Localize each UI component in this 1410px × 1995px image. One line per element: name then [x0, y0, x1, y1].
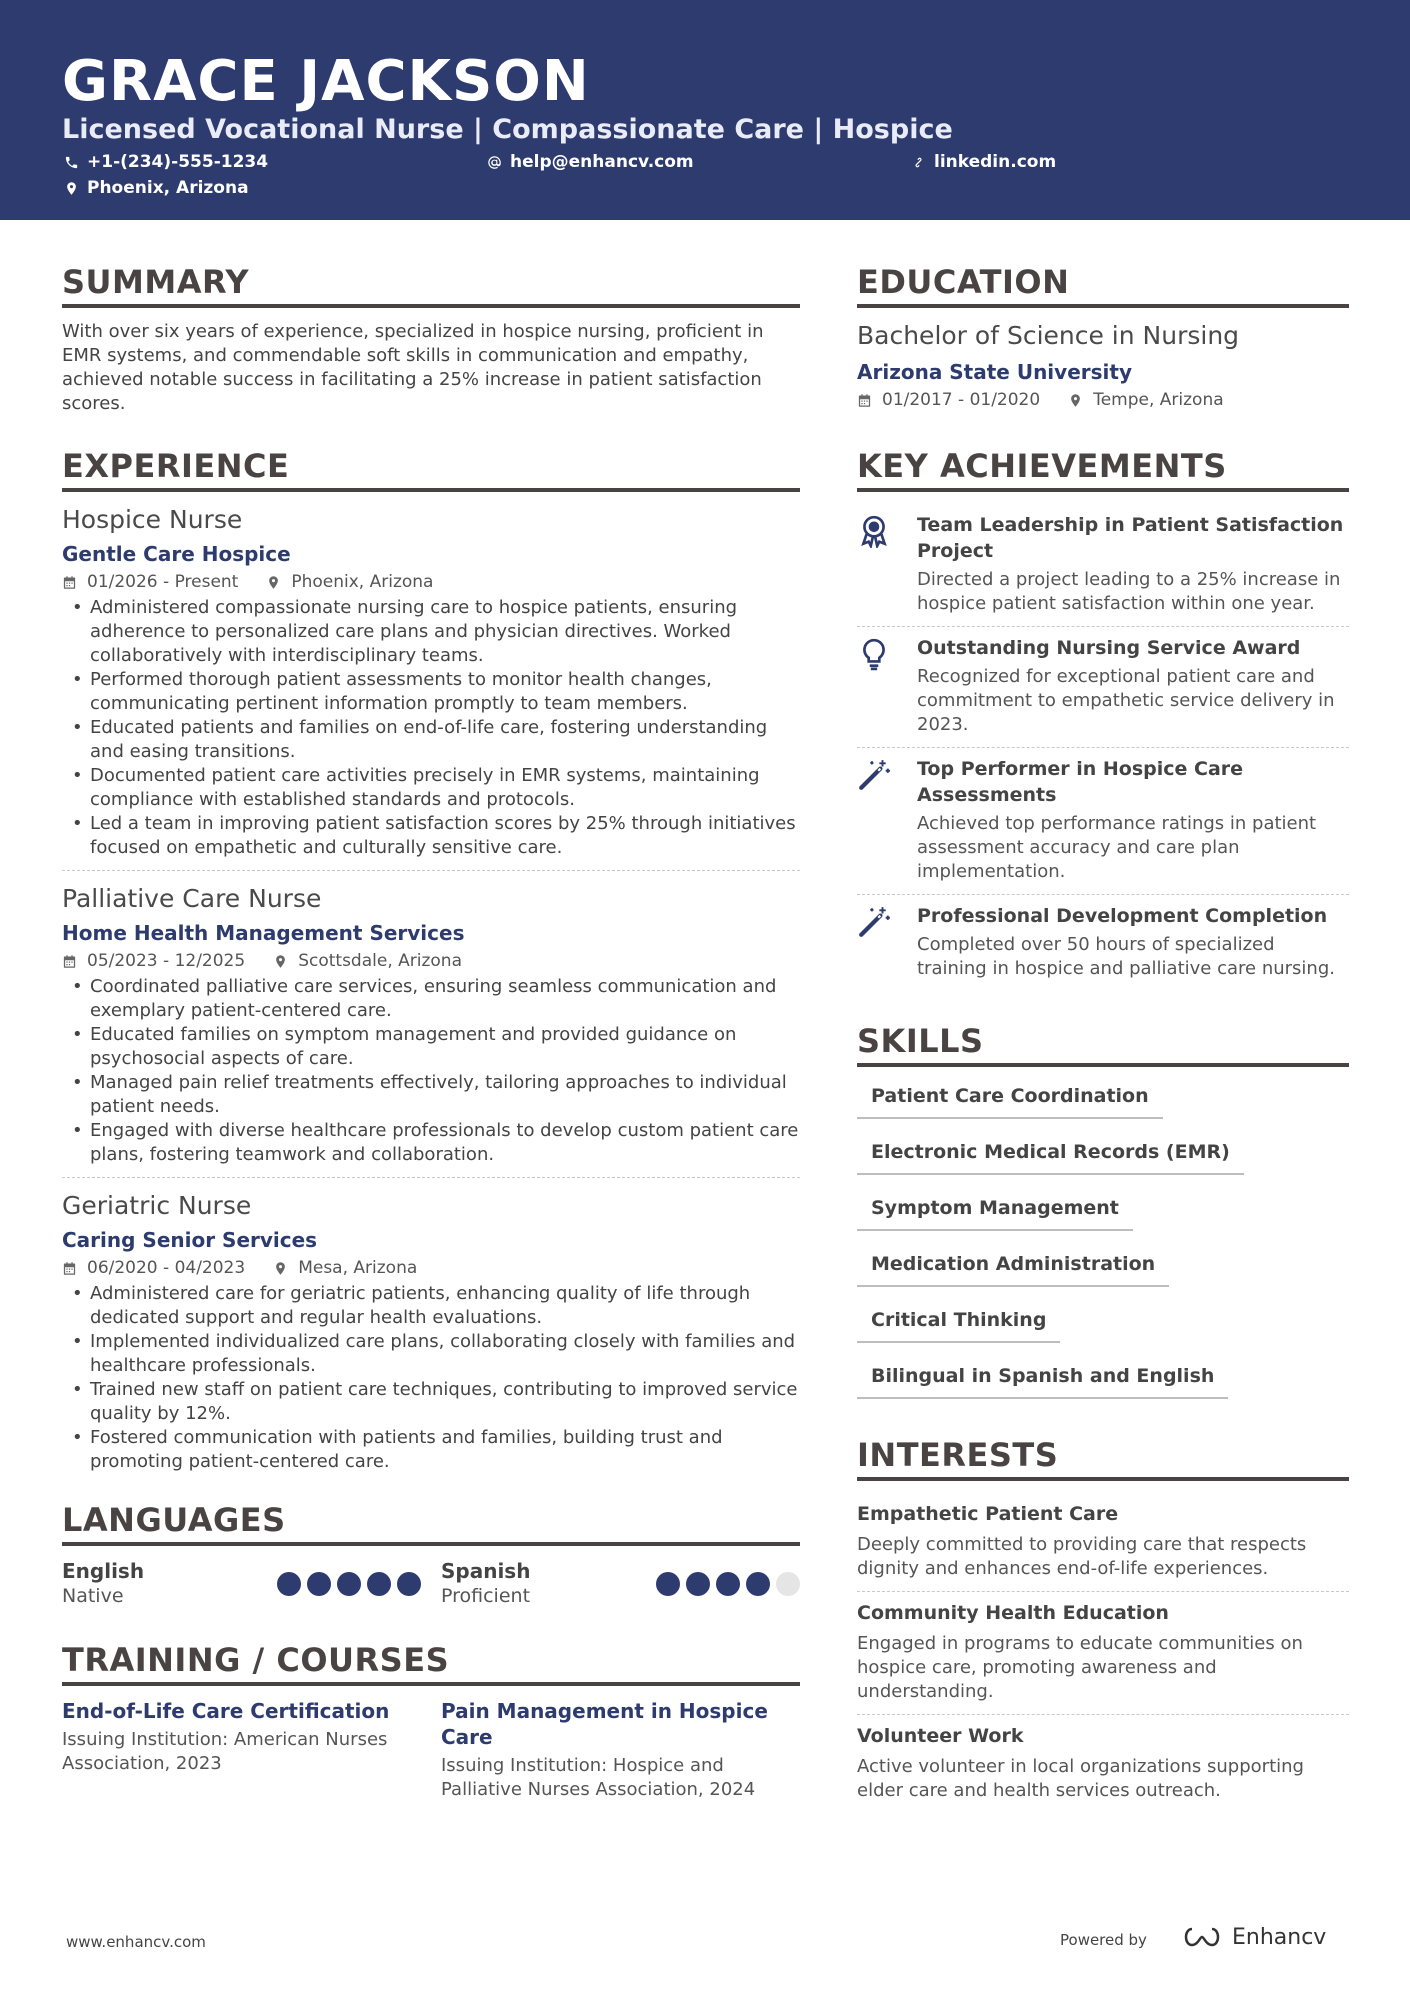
job-location: Phoenix, Arizona: [291, 572, 434, 592]
email-link[interactable]: help@enhancv.com: [510, 152, 694, 172]
education-heading: EDUCATION: [857, 262, 1349, 308]
job-bullet: • Led a team in improving patient satisfaction scores by 25% through initiatives focused on empathetic and culturally sensitive care.: [62, 812, 800, 860]
job-location-wrap: [273, 949, 462, 973]
footer-brand-logo[interactable]: [1180, 1924, 1326, 1950]
course-title: End-of-Life Care Certification: [62, 1699, 390, 1723]
calendar-icon: [857, 393, 872, 408]
contact-phone: [64, 151, 268, 173]
skill-tag: Medication Administration: [857, 1247, 1169, 1287]
education-location: Tempe, Arizona: [1093, 390, 1224, 410]
skill-tag: Patient Care Coordination: [857, 1079, 1163, 1119]
left-column: [62, 262, 800, 1802]
resume-header: [0, 0, 1410, 220]
job-bullets: [62, 1282, 800, 1474]
summary-section: [62, 262, 800, 416]
skills-heading: SKILLS: [857, 1021, 1349, 1067]
rating-dot-filled: [337, 1572, 361, 1596]
job-meta: [62, 1256, 800, 1280]
language-level: Proficient: [441, 1585, 531, 1607]
training-list: [62, 1698, 800, 1802]
job-location-wrap: [273, 1256, 417, 1280]
contact-linkedin[interactable]: [911, 151, 1056, 173]
job-bullet: • Administered care for geriatric patients, enhancing quality of life through dedicated support and regular health evaluations.: [62, 1282, 800, 1330]
job-bullet: • Engaged with diverse healthcare professionals to develop custom patient care plans, fostering teamwork and collaboration.: [62, 1119, 800, 1167]
contact-location: [64, 177, 249, 199]
link-icon: [911, 155, 926, 170]
contact-email[interactable]: [487, 151, 694, 173]
achievement-title: Team Leadership in Patient Satisfaction Project: [917, 514, 1344, 562]
rating-dot-filled: [746, 1572, 770, 1596]
skills-section: [857, 1021, 1349, 1415]
location-pin-icon: [266, 575, 281, 590]
job-title: Palliative Care Nurse: [62, 884, 322, 913]
job-location: Mesa, Arizona: [298, 1258, 418, 1278]
course-item: [441, 1698, 800, 1802]
rating-dot-filled: [277, 1572, 301, 1596]
location-pin-icon: [1068, 393, 1083, 408]
rating-dot-filled: [656, 1572, 680, 1596]
language-rating: [650, 1572, 800, 1596]
location-text: Phoenix, Arizona: [87, 178, 249, 198]
experience-heading: EXPERIENCE: [62, 446, 800, 492]
location-pin-icon: [273, 1261, 288, 1276]
location-pin-icon: [273, 954, 288, 969]
education-school: Arizona State University: [857, 360, 1132, 384]
job-bullet: • Administered compassionate nursing care to hospice patients, ensuring adherence to personalized care plans and physician directives. Worked collaboratively with interdisciplinary teams.: [62, 596, 800, 668]
languages-list: [62, 1558, 800, 1608]
calendar-icon: [62, 575, 77, 590]
achievement-desc: Directed a project leading to a 25% increase in hospice patient satisfaction within one year.: [917, 569, 1341, 614]
achievements-heading: KEY ACHIEVEMENTS: [857, 446, 1349, 492]
footer-website-link[interactable]: www.enhancv.com: [66, 1933, 206, 1951]
rating-dot-filled: [397, 1572, 421, 1596]
job-location: Scottsdale, Arizona: [298, 951, 462, 971]
interest-desc: Deeply committed to providing care that respects dignity and enhances end-of-life experiences.: [857, 1534, 1307, 1579]
languages-heading: LANGUAGES: [62, 1500, 800, 1546]
job-bullet: • Fostered communication with patients and families, building trust and promoting patient-centered care.: [62, 1426, 800, 1474]
interest-title: Community Health Education: [857, 1602, 1169, 1624]
job-bullet: • Performed thorough patient assessments to monitor health changes, communicating pertinent information promptly to team members.: [62, 668, 800, 716]
magic-wand-icon: [857, 905, 893, 941]
rating-dot-filled: [716, 1572, 740, 1596]
calendar-icon: [62, 1261, 77, 1276]
rating-dot-filled: [367, 1572, 391, 1596]
language-name: English: [62, 1559, 145, 1583]
interest-item: [857, 1714, 1349, 1813]
linkedin-link[interactable]: linkedin.com: [934, 152, 1057, 172]
job-bullet: • Implemented individualized care plans, collaborating closely with families and healthcare professionals.: [62, 1330, 800, 1378]
achievement-item: [857, 894, 1349, 991]
interest-title: Volunteer Work: [857, 1725, 1024, 1747]
education-location-wrap: [1068, 388, 1223, 412]
achievement-desc: Achieved top performance ratings in patient assessment accuracy and care plan implementation.: [917, 813, 1317, 882]
interest-desc: Engaged in programs to educate communities on hospice care, promoting awareness and understanding.: [857, 1633, 1303, 1702]
job-bullet: • Documented patient care activities precisely in EMR systems, maintaining compliance with established standards and protocols.: [62, 764, 800, 812]
interests-section: [857, 1435, 1349, 1813]
job-entry: [62, 504, 800, 870]
company-name: Home Health Management Services: [62, 921, 465, 945]
achievement-title: Professional Development Completion: [917, 905, 1328, 927]
education-meta: [857, 388, 1349, 412]
job-bullet: • Coordinated palliative care services, ensuring seamless communication and exemplary patient-centered care.: [62, 975, 800, 1023]
skills-list: [857, 1079, 1349, 1415]
achievement-desc: Completed over 50 hours of specialized training in hospice and palliative care nursing.: [917, 934, 1335, 979]
interests-heading: INTERESTS: [857, 1435, 1349, 1481]
location-pin-icon: [64, 181, 79, 196]
course-item: [62, 1698, 421, 1802]
job-location-wrap: [266, 570, 433, 594]
job-entry: [62, 1177, 800, 1484]
job-bullet: • Educated families on symptom management and provided guidance on psychosocial aspects of care.: [62, 1023, 800, 1071]
training-heading: TRAINING / COURSES: [62, 1640, 800, 1686]
language-item: [62, 1558, 421, 1608]
course-title: Pain Management in Hospice Care: [441, 1699, 768, 1749]
lightbulb-icon: [857, 637, 893, 673]
job-bullet: • Trained new staff on patient care techniques, contributing to improved service quality by 12%.: [62, 1378, 800, 1426]
job-entry: [62, 870, 800, 1177]
course-desc: Issuing Institution: American Nurses Association, 2023: [62, 1729, 388, 1774]
experience-section: [62, 446, 800, 1484]
interest-item: [857, 1591, 1349, 1714]
candidate-title: Licensed Vocational Nurse | Compassionate Care | Hospice: [62, 114, 953, 145]
candidate-name: GRACE JACKSON: [62, 49, 590, 114]
award-ribbon-icon: [857, 514, 893, 550]
job-bullets: [62, 596, 800, 860]
summary-heading: SUMMARY: [62, 262, 800, 308]
magic-wand-icon: [857, 758, 893, 794]
calendar-icon: [62, 954, 77, 969]
achievement-item: [857, 747, 1349, 894]
education-dates: 01/2017 - 01/2020: [882, 390, 1041, 410]
achievement-title: Outstanding Nursing Service Award: [917, 637, 1301, 659]
achievement-item: [857, 504, 1349, 626]
phone-number: +1-(234)-555-1234: [87, 152, 269, 172]
skill-tag: Symptom Management: [857, 1191, 1133, 1231]
skill-tag: Electronic Medical Records (EMR): [857, 1135, 1244, 1175]
achievement-desc: Recognized for exceptional patient care and commitment to empathetic service delivery in 2023.: [917, 666, 1335, 735]
enhancv-logo-icon: [1180, 1924, 1224, 1950]
achievement-title: Top Performer in Hospice Care Assessments: [917, 758, 1244, 806]
skill-tag: Critical Thinking: [857, 1303, 1060, 1343]
skill-tag: Bilingual in Spanish and English: [857, 1359, 1228, 1399]
job-dates: 06/2020 - 04/2023: [87, 1258, 246, 1278]
job-dates: 05/2023 - 12/2025: [87, 951, 246, 971]
job-title: Geriatric Nurse: [62, 1191, 252, 1220]
interest-item: [857, 1493, 1349, 1591]
achievements-section: [857, 446, 1349, 991]
company-name: Gentle Care Hospice: [62, 542, 291, 566]
training-section: [62, 1640, 800, 1802]
interest-desc: Active volunteer in local organizations supporting elder care and health services outreach.: [857, 1756, 1304, 1801]
languages-section: [62, 1500, 800, 1608]
language-rating: [271, 1572, 421, 1596]
language-name: Spanish: [441, 1559, 531, 1583]
education-section: [857, 262, 1349, 412]
phone-icon: [64, 155, 79, 170]
job-title: Hospice Nurse: [62, 505, 243, 534]
job-bullets: [62, 975, 800, 1167]
job-bullet: • Educated patients and families on end-of-life care, fostering understanding and easing transitions.: [62, 716, 800, 764]
rating-dot-filled: [307, 1572, 331, 1596]
interest-title: Empathetic Patient Care: [857, 1503, 1119, 1525]
education-degree: Bachelor of Science in Nursing: [857, 321, 1240, 350]
job-dates: 01/2026 - Present: [87, 572, 239, 592]
job-meta: [62, 570, 800, 594]
job-bullet: • Managed pain relief treatments effectively, tailoring approaches to individual patient needs.: [62, 1071, 800, 1119]
footer-powered-by: Powered by: [1060, 1931, 1147, 1949]
language-level: Native: [62, 1585, 124, 1607]
language-item: [441, 1558, 800, 1608]
company-name: Caring Senior Services: [62, 1228, 318, 1252]
at-sign-icon: [487, 155, 502, 170]
rating-dot-filled: [686, 1572, 710, 1596]
rating-dot-empty: [776, 1572, 800, 1596]
achievement-item: [857, 626, 1349, 747]
job-meta: [62, 949, 800, 973]
footer-brand-name: Enhancv: [1232, 1924, 1327, 1950]
course-desc: Issuing Institution: Hospice and Palliative Nurses Association, 2024: [441, 1755, 756, 1800]
right-column: [857, 262, 1349, 1813]
summary-text: With over six years of experience, specialized in hospice nursing, proficient in EMR systems, and commendable soft skills in communication and empathy, achieved notable success in facilitating a 25% increase in patient satisfaction scores.: [62, 321, 764, 414]
